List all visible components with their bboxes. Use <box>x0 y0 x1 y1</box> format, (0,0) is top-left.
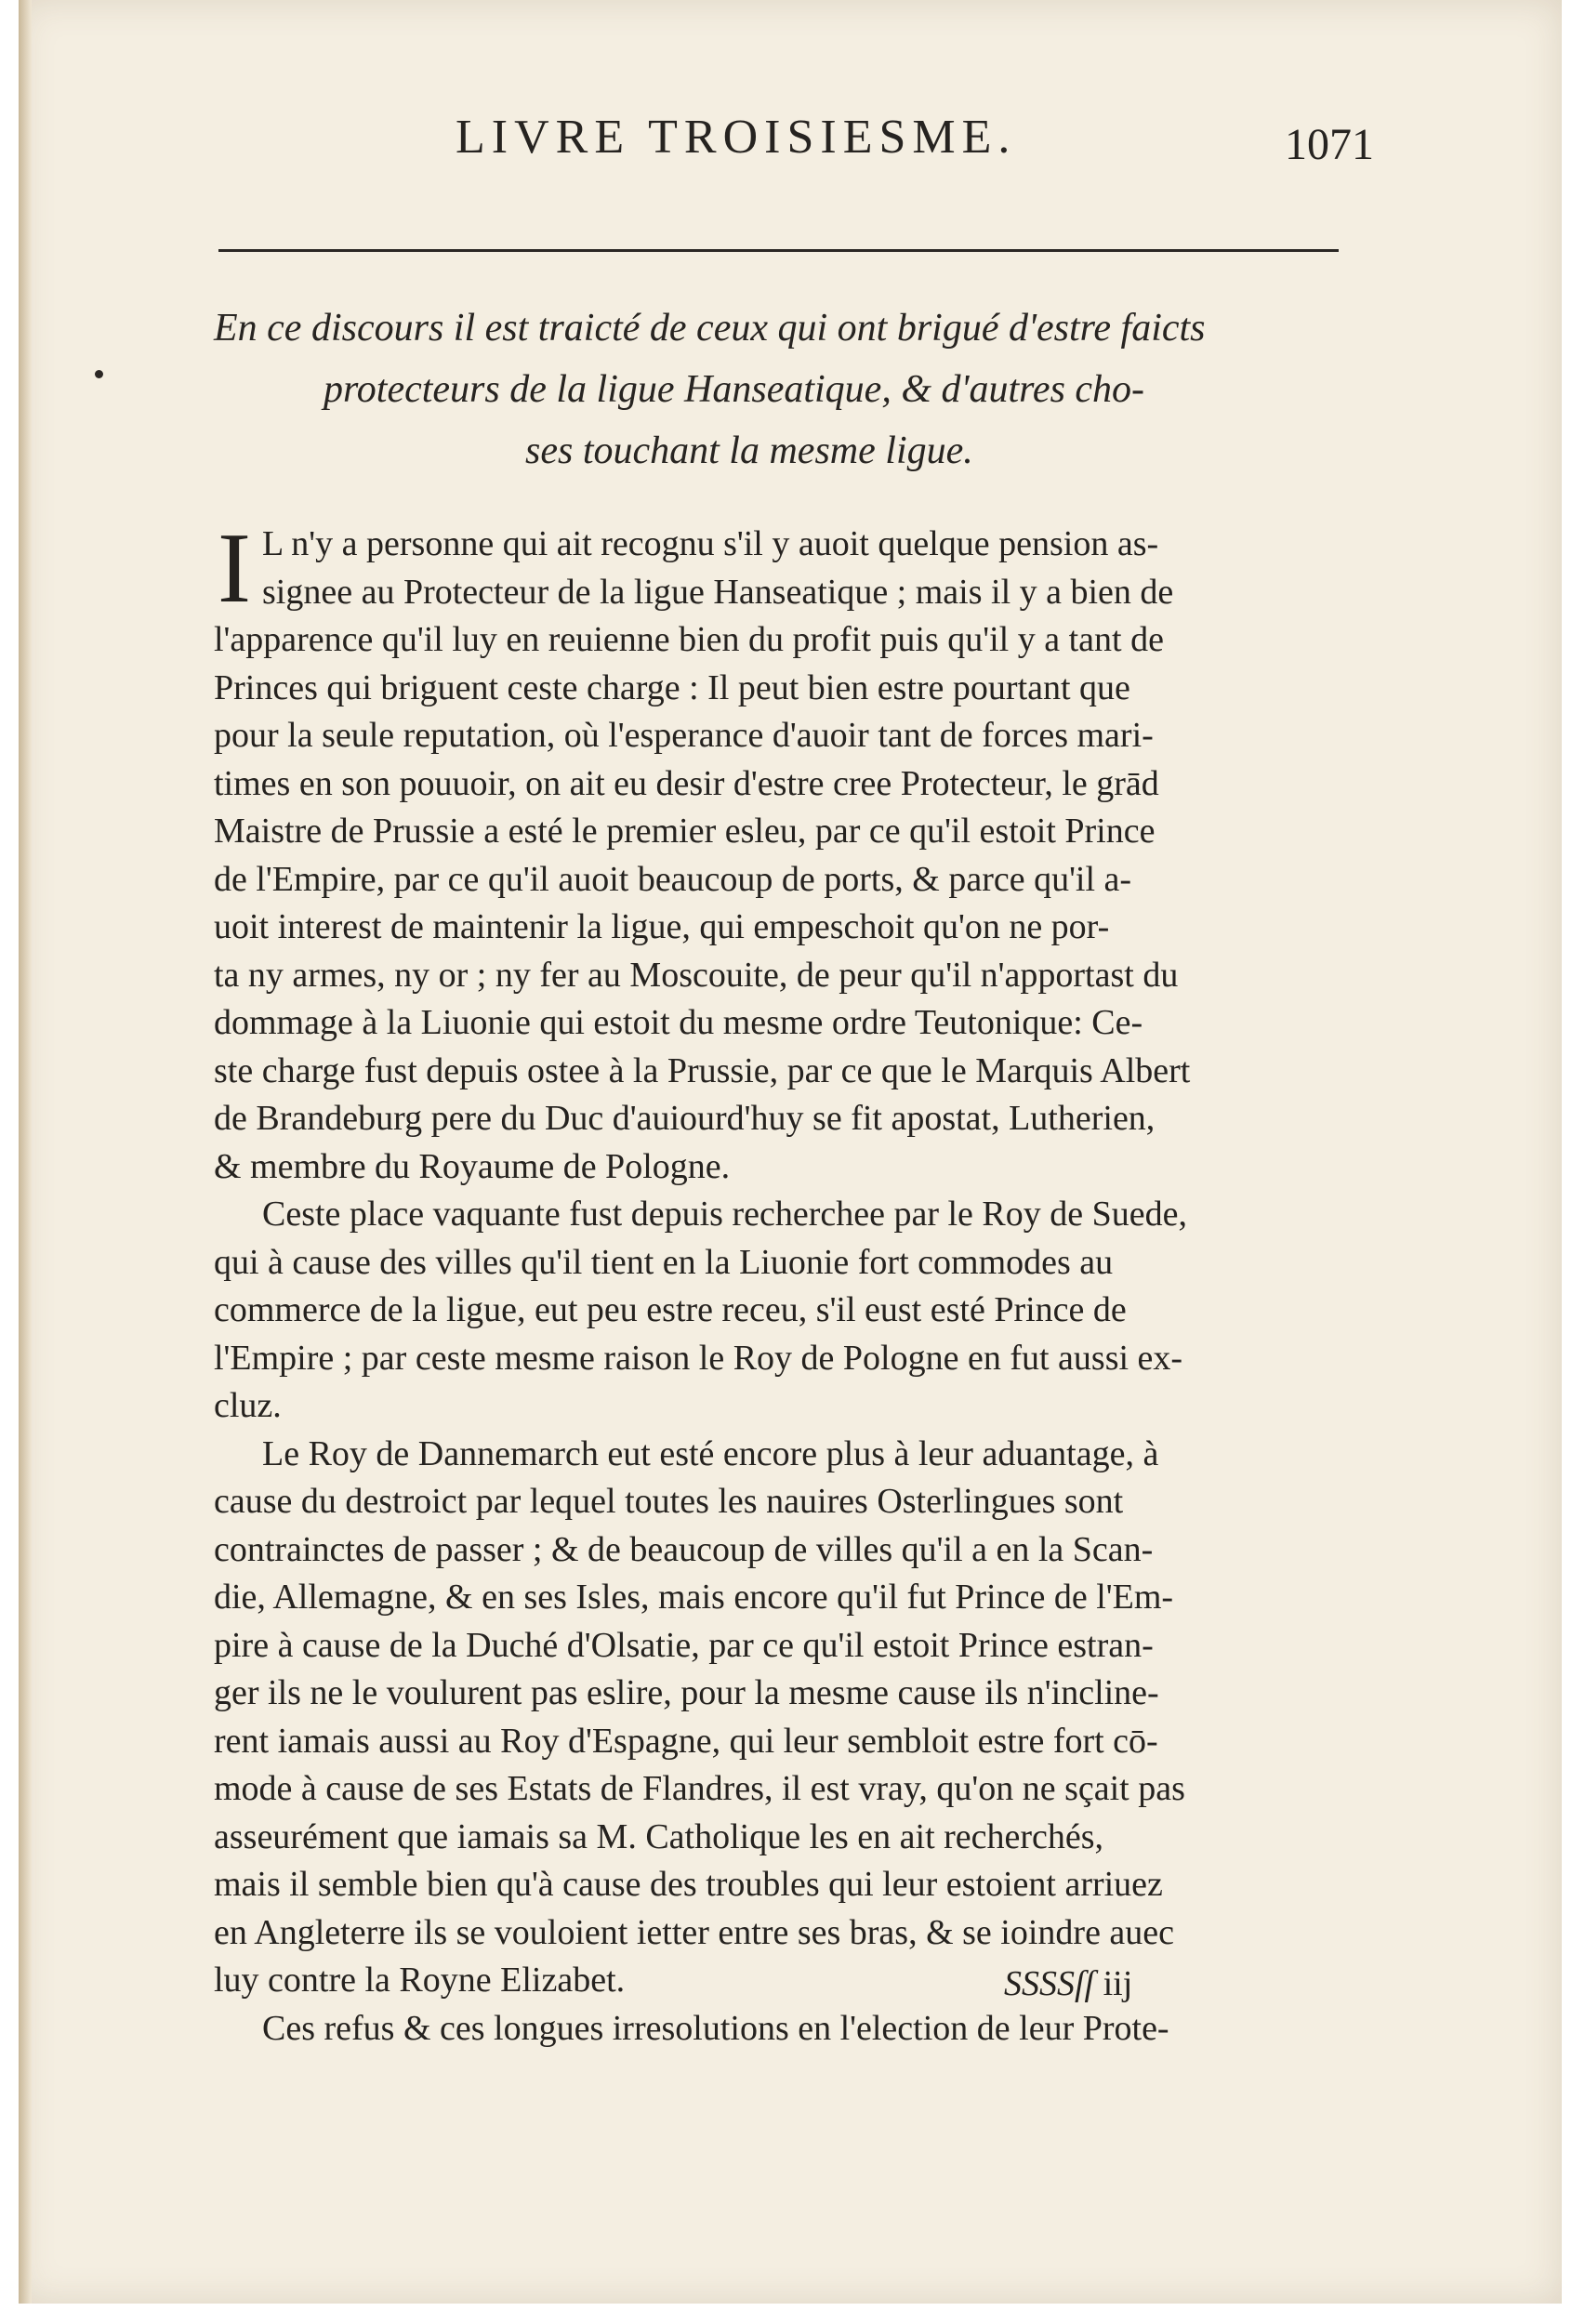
text-line: ger ils ne le voulurent pas eslire, pour la mesme cause ils n'incline- <box>214 1673 1159 1712</box>
main-text <box>214 513 1367 2053</box>
text-line: qui à cause des villes qu'il tient en la Liuonie fort commodes au <box>214 1242 1114 1282</box>
text-line: die, Allemagne, & en ses Isles, mais encore qu'il fut Prince de l'Em- <box>214 1578 1174 1617</box>
text-line: ste charge fust depuis ostee à la Prussie, par ce que le Marquis Albert <box>214 1050 1191 1090</box>
text-line: Le Roy de Dannemarch eut esté encore plus à leur aduantage, à <box>262 1433 1159 1473</box>
text-line: Ceste place vaquante fust depuis recherchee par le Roy de Suede, <box>262 1195 1187 1234</box>
text-line: cluz. <box>214 1386 282 1425</box>
summary-line: ses touchant la mesme ligue. <box>525 429 973 472</box>
text-line: l'Empire ; par ceste mesme raison le Roy de Pologne en fut aussi ex- <box>214 1338 1183 1378</box>
text-line: de l'Empire, par ce qu'il auoit beaucoup de ports, & parce qu'il a- <box>214 859 1132 899</box>
text-line: ta ny armes, ny or ; ny fer au Moscouite, de peur qu'il n'apportast du <box>214 955 1179 995</box>
text-line: commerce de la ligue, eut peu estre receu, s'il eust esté Prince de <box>214 1290 1127 1329</box>
text-line: asseurément que iamais sa M. Catholique les en ait recherchés, <box>214 1816 1104 1856</box>
text-line: en Angleterre ils se vouloient ietter entre ses bras, & se ioindre auec <box>214 1912 1175 1952</box>
summary-line: protecteurs de la ligue Hanseatique, & d'autres cho- <box>324 368 1145 411</box>
page-gutter-shadow <box>19 0 32 2304</box>
text-line: Princes qui briguent ceste charge : Il peut bien estre pourtant que <box>214 667 1130 707</box>
signature-mark <box>1004 1963 1132 2004</box>
text-line: cause du destroict par lequel toutes les nauires Osterlingues sont <box>214 1482 1124 1521</box>
header-rule <box>218 249 1339 252</box>
summary-line: En ce discours il est traicté de ceux qui ont brigué d'estre faicts <box>214 307 1206 350</box>
signature-letters: SSSSſſ <box>1004 1964 1095 2003</box>
text-line: mais il semble bien qu'à cause des troubles qui leur estoient arriuez <box>214 1865 1163 1904</box>
text-line: Ces refus & ces longues irresolutions en l'election de leur Prote- <box>262 2008 1169 2048</box>
margin-dot <box>95 370 103 378</box>
text-line: rent iamais aussi au Roy d'Espagne, qui leur sembloit estre fort cō- <box>214 1721 1158 1761</box>
text-line-content: L n'y a personne qui ait recognu s'il y auoit quelque pension as- <box>262 524 1159 563</box>
text-line: luy contre la Royne Elizabet. <box>214 1961 626 2000</box>
text-line: uoit interest de maintenir la ligue, qui empeschoit qu'on ne por- <box>214 907 1110 946</box>
text-line: signee au Protecteur de la ligue Hanseatique ; mais il y a bien de <box>262 572 1174 612</box>
book-page <box>19 0 1562 2304</box>
text-line: l'apparence qu'il luy en reuienne bien du profit puis qu'il y a tant de <box>214 620 1164 659</box>
page-number: 1071 <box>1285 120 1374 169</box>
running-head: LIVRE TROISIESME. <box>456 111 1017 164</box>
text-line: contrainctes de passer ; & de beaucoup de villes qu'il a en la Scan- <box>214 1529 1154 1569</box>
text-line: times en son pouuoir, on ait eu desir d'estre cree Protecteur, le grād <box>214 763 1159 803</box>
drop-capital: I <box>218 513 251 624</box>
text-line: dommage à la Liuonie qui estoit du mesme ordre Teutonique: Ce- <box>214 1003 1143 1042</box>
signature-number: iij <box>1103 1964 1133 2003</box>
text-line: mode à cause de ses Estats de Flandres, il est vray, qu'on ne sçait pas <box>214 1769 1185 1808</box>
text-line: Maistre de Prussie a esté le premier esleu, par ce qu'il estoit Prince <box>214 812 1156 851</box>
text-line: de Brandeburg pere du Duc d'auiourd'huy se fit apostat, Lutherien, <box>214 1099 1156 1138</box>
text-line: & membre du Royaume de Pologne. <box>214 1146 731 1186</box>
text-line: pour la seule reputation, où l'esperance d'auoir tant de forces mari- <box>214 716 1154 755</box>
chapter-summary <box>214 297 1367 482</box>
text-line: pire à cause de la Duché d'Olsatie, par ce qu'il estoit Prince estran- <box>214 1625 1154 1665</box>
